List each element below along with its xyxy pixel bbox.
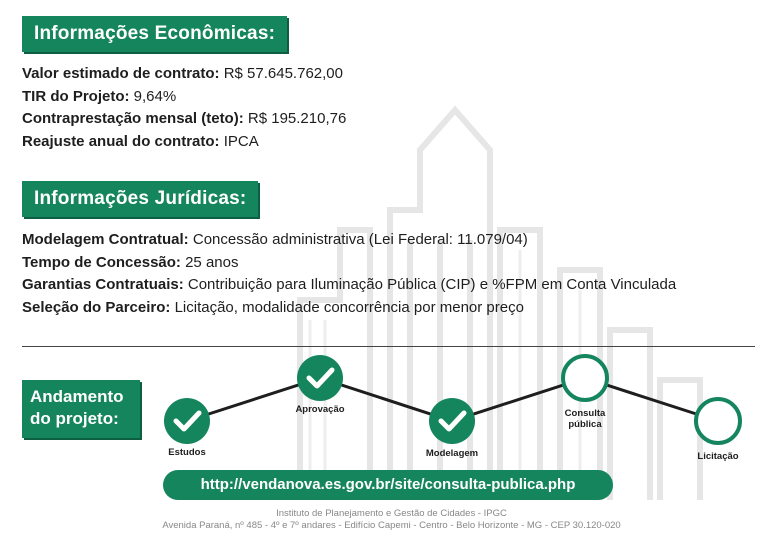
info-label: TIR do Projeto: bbox=[22, 87, 130, 105]
step-label-aprovacao: Aprovação bbox=[295, 404, 345, 415]
info-value: 9,64% bbox=[129, 87, 177, 105]
progress-title-line1: Andamento bbox=[30, 387, 124, 406]
info-value: R$ 57.645.762,00 bbox=[219, 65, 343, 82]
consulta-publica-link[interactable]: http://vendanova.es.gov.br/site/consulta-publica.php bbox=[163, 470, 613, 500]
info-value: Licitação, modalidade concorrência por menor preço bbox=[170, 298, 524, 316]
info-label: Reajuste anual do contrato: bbox=[22, 132, 220, 150]
info-value: Contribuição para Iluminação Pública (CIP) e %FPM em Conta Vinculada bbox=[183, 276, 677, 293]
step-licitacao-pending-icon bbox=[696, 399, 740, 443]
progress-title-line2: do projeto: bbox=[30, 409, 119, 428]
step-label-licitacao: Licitação bbox=[697, 451, 739, 462]
info-label: Modelagem Contratual: bbox=[22, 231, 189, 248]
step-modelagem-check-icon bbox=[429, 398, 475, 444]
info-value: IPCA bbox=[219, 132, 259, 150]
step-label-modelagem: Modelagem bbox=[425, 448, 479, 459]
step-label-consulta-publica bbox=[550, 408, 620, 430]
footer-institute: Instituto de Planejamento e Gestão de Cidades - IPGC bbox=[276, 508, 507, 519]
info-value: 25 anos bbox=[180, 253, 239, 271]
info-label: Contraprestação mensal (teto): bbox=[22, 110, 244, 127]
info-label: Garantias Contratuais: bbox=[22, 276, 184, 293]
economic-info-title: Informações Econômicas: bbox=[22, 16, 287, 52]
step-estudos-check-icon bbox=[164, 398, 210, 444]
step-label-consulta-line1: Consulta bbox=[564, 408, 606, 419]
info-label: Seleção do Parceiro: bbox=[22, 298, 171, 316]
footer-address: Avenida Paraná, nº 485 - 4º e 7º andares - Edifício Capemi - Centro - Belo Horizonte - MG - CEP 30.120-020 bbox=[162, 520, 621, 531]
step-consulta-pending-icon bbox=[563, 356, 607, 400]
info-value: R$ 195.210,76 bbox=[243, 110, 347, 127]
info-value: Concessão administrativa (Lei Federal: 11.079/04) bbox=[188, 231, 528, 248]
info-label: Valor estimado de contrato: bbox=[22, 65, 220, 82]
step-label-consulta-line2: pública bbox=[568, 419, 602, 430]
info-label: Tempo de Concessão: bbox=[22, 253, 181, 271]
step-label-estudos: Estudos bbox=[168, 447, 206, 458]
legal-info-title: Informações Jurídicas: bbox=[22, 181, 258, 217]
step-aprovacao-check-icon bbox=[297, 355, 343, 401]
